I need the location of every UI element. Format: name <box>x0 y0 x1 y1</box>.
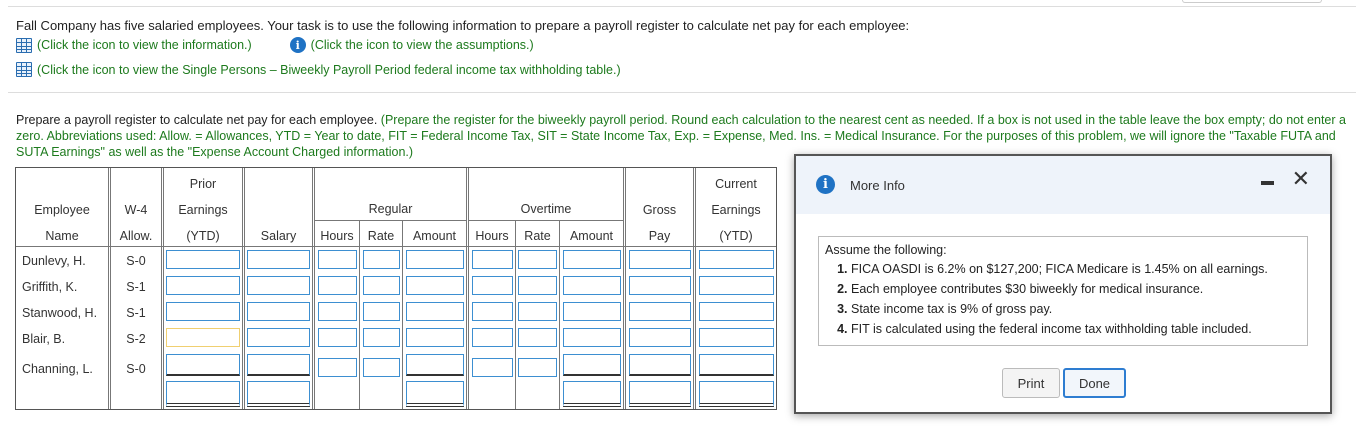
regular-subheader-line <box>315 220 466 221</box>
overtime-amount-input[interactable] <box>563 302 621 321</box>
salary-input[interactable] <box>247 328 310 347</box>
overtime-hours-input[interactable] <box>472 276 513 295</box>
overtime-hours-input[interactable] <box>472 250 513 269</box>
regular-rate-input[interactable] <box>363 328 400 347</box>
info-icon: i <box>816 175 835 194</box>
prior-earnings-input[interactable] <box>166 328 240 347</box>
assumption-item: 4. FIT is calculated using the federal income tax withholding table included. <box>851 319 1301 339</box>
regular-amount-input[interactable] <box>406 276 464 295</box>
header-bottom-line <box>16 246 776 247</box>
column-divider <box>559 220 560 409</box>
header-overtime: Overtime <box>520 202 572 216</box>
instructions-detail: (Prepare the register for the biweekly payroll period. Round each calculation to the nearest cent as needed. If a box is not used in the table leave the box empty; do not enter a zero. Abbreviations used: Allow. = Allowances, YTD = Year to date, FIT = Federal Income Tax, SIT = State Income Tax, Exp. = Expense, Med. Ins. = Medical Insurance. For the purposes of this problem, we will ignore the "Taxable FUTA and SUTA Earnings" as well as the "Expense Account Charged information.) <box>16 113 1346 159</box>
more-info-dialog <box>794 154 1332 414</box>
information-link-label[interactable]: (Click the icon to view the information.) <box>37 38 252 52</box>
header-regular-rate: Rate <box>367 229 395 243</box>
intro-text: Fall Company has five salaried employees. Your task is to use the following information to prepare a payroll register to calculate net pay for each employee: <box>16 18 910 33</box>
header-prior-earnings: Earnings <box>178 203 228 217</box>
overtime-rate-input[interactable] <box>518 328 557 347</box>
regular-hours-input[interactable] <box>318 250 357 269</box>
w4-allowance: S-1 <box>126 280 146 294</box>
gross-pay-input[interactable] <box>629 250 691 269</box>
instructions-lead: Prepare a payroll register to calculate net pay for each employee. <box>16 113 378 127</box>
current-earnings-input[interactable] <box>699 354 774 376</box>
regular-hours-input[interactable] <box>318 276 357 295</box>
salary-input[interactable] <box>247 250 310 269</box>
overtime-rate-input[interactable] <box>518 358 557 377</box>
overtime-subheader-line <box>469 220 623 221</box>
salary-input[interactable] <box>247 276 310 295</box>
instructions <box>16 112 1352 160</box>
column-divider <box>402 220 403 409</box>
header-regular-hours: Hours <box>320 229 354 243</box>
assumptions-link-label[interactable]: (Click the icon to view the assumptions.) <box>310 38 534 52</box>
total-gross-pay-input[interactable] <box>629 381 691 407</box>
employee-name: Channing, L. <box>22 362 93 376</box>
header-overtime-hours: Hours <box>475 229 509 243</box>
gross-pay-input[interactable] <box>629 302 691 321</box>
prior-earnings-input[interactable] <box>166 302 240 321</box>
done-button[interactable]: Done <box>1063 368 1126 398</box>
employee-name: Blair, B. <box>22 332 66 346</box>
prior-earnings-input[interactable] <box>166 354 240 376</box>
current-earnings-input[interactable] <box>699 328 774 347</box>
employee-name: Stanwood, H. <box>22 306 98 320</box>
minimize-icon[interactable] <box>1261 181 1274 185</box>
problem-intro <box>16 18 909 77</box>
column-divider <box>515 220 516 409</box>
current-earnings-input[interactable] <box>699 250 774 269</box>
top-divider <box>8 6 1356 7</box>
regular-rate-input[interactable] <box>363 250 400 269</box>
header-w4: W-4 <box>124 203 148 217</box>
header-current-ytd: (YTD) <box>719 229 753 243</box>
gross-pay-input[interactable] <box>629 328 691 347</box>
top-control <box>1182 0 1322 3</box>
regular-amount-input[interactable] <box>406 354 464 376</box>
regular-amount-input[interactable] <box>406 250 464 269</box>
regular-hours-input[interactable] <box>318 302 357 321</box>
assumptions-box <box>818 236 1308 346</box>
overtime-hours-input[interactable] <box>472 302 513 321</box>
prior-earnings-input[interactable] <box>166 276 240 295</box>
header-current: Current <box>715 177 757 191</box>
header-pay: Pay <box>648 229 671 243</box>
overtime-hours-input[interactable] <box>472 328 513 347</box>
assumptions-lead: Assume the following: <box>825 243 947 257</box>
assumptions-list <box>825 259 1301 339</box>
assumption-item: 3. State income tax is 9% of gross pay. <box>851 299 1301 319</box>
header-current-earnings: Earnings <box>711 203 761 217</box>
employee-name: Dunlevy, H. <box>22 254 86 268</box>
total-overtime-amount-input[interactable] <box>563 381 621 407</box>
overtime-hours-input[interactable] <box>472 358 513 377</box>
w4-allowance: S-0 <box>126 362 146 376</box>
header-employee: Employee <box>34 203 90 217</box>
total-prior-earnings-input[interactable] <box>166 381 240 407</box>
information-link[interactable] <box>16 37 252 53</box>
regular-hours-input[interactable] <box>318 328 357 347</box>
assumption-item: 1. FICA OASDI is 6.2% on $127,200; FICA Medicare is 1.45% on all earnings. <box>851 259 1301 279</box>
overtime-amount-input[interactable] <box>563 276 621 295</box>
prior-earnings-input[interactable] <box>166 250 240 269</box>
overtime-amount-input[interactable] <box>563 328 621 347</box>
current-earnings-input[interactable] <box>699 302 774 321</box>
salary-input[interactable] <box>247 302 310 321</box>
w4-allowance: S-1 <box>126 306 146 320</box>
regular-rate-input[interactable] <box>363 302 400 321</box>
overtime-rate-input[interactable] <box>518 250 557 269</box>
header-allow: Allow. <box>119 229 153 243</box>
salary-input[interactable] <box>247 354 310 376</box>
overtime-rate-input[interactable] <box>518 302 557 321</box>
column-divider <box>242 168 245 409</box>
print-button[interactable]: Print <box>1002 368 1060 398</box>
assumption-item: 2. Each employee contributes $30 biweekly for medical insurance. <box>851 279 1301 299</box>
payroll-register-table <box>15 167 777 410</box>
table-icon[interactable] <box>16 38 32 53</box>
table-icon[interactable] <box>16 62 32 77</box>
section-divider <box>8 92 1356 93</box>
overtime-amount-input[interactable] <box>563 354 621 376</box>
total-current-earnings-input[interactable] <box>699 381 774 407</box>
overtime-amount-input[interactable] <box>563 250 621 269</box>
total-regular-amount-input[interactable] <box>406 381 464 407</box>
header-prior: Prior <box>189 177 217 191</box>
withholding-link-label[interactable]: (Click the icon to view the Single Persons – Biweekly Payroll Period federal income tax withholding table.) <box>37 62 621 77</box>
w4-allowance: S-0 <box>126 254 146 268</box>
gross-pay-input[interactable] <box>629 276 691 295</box>
column-divider <box>359 220 360 409</box>
regular-rate-input[interactable] <box>363 276 400 295</box>
header-name: Name <box>45 229 79 243</box>
header-salary: Salary <box>260 229 297 243</box>
overtime-rate-input[interactable] <box>518 276 557 295</box>
header-regular-amount: Amount <box>412 229 457 243</box>
regular-rate-input[interactable] <box>363 358 400 377</box>
employee-name: Griffith, K. <box>22 280 78 294</box>
header-regular: Regular <box>368 202 413 216</box>
total-salary-input[interactable] <box>247 381 310 407</box>
withholding-link[interactable] <box>16 62 909 77</box>
current-earnings-input[interactable] <box>699 276 774 295</box>
header-overtime-amount: Amount <box>569 229 614 243</box>
gross-pay-input[interactable] <box>629 354 691 376</box>
regular-amount-input[interactable] <box>406 328 464 347</box>
header-gross: Gross <box>642 203 677 217</box>
assumptions-link[interactable] <box>290 37 534 53</box>
header-prior-ytd: (YTD) <box>186 229 220 243</box>
regular-amount-input[interactable] <box>406 302 464 321</box>
header-overtime-rate: Rate <box>524 229 551 243</box>
regular-hours-input[interactable] <box>318 358 357 377</box>
dialog-header <box>796 156 1330 214</box>
w4-allowance: S-2 <box>126 332 146 346</box>
dialog-title: More Info <box>850 178 905 193</box>
info-icon[interactable]: i <box>290 37 306 53</box>
close-icon[interactable]: ✕ <box>1291 167 1310 192</box>
